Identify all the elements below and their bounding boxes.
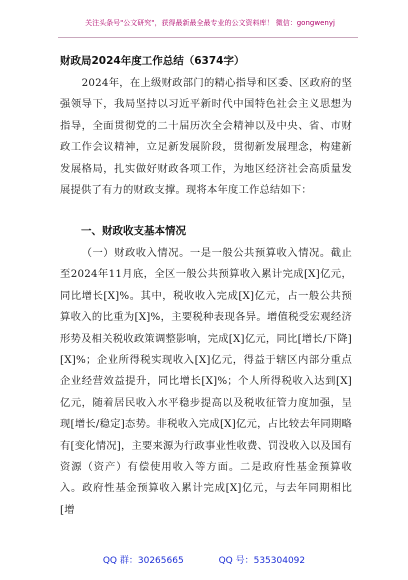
- document-title: 财政局2024年度工作总结（6374字）: [60, 55, 245, 67]
- footer-qq-group: QQ 群：30265665: [102, 556, 184, 566]
- header-banner: 关注头条号"公文研究"，获得最新最全最专业的公文资料库！ 微信：gongwenyj: [85, 19, 335, 27]
- footer: [0, 553, 408, 566]
- header-divider: [58, 37, 358, 38]
- intro-paragraph: 2024年，在上级财政部门的精心指导和区委、区政府的坚强领导下，我局坚持以习近平新时代中国特色社会主义思想为指导，全面贯彻党的二十届历次全会精神以及中央、省、市财政工作会议精神，立足新发展阶段，贯彻新发展理念，构建新发展格局，扎实做好财政各项工作，为地区经济社会高质量发展提供了有力的财政支撑。现将本年度工作总结如下：: [60, 77, 352, 197]
- revenue-paragraph: （一）财政收入情况。一是一般公共预算收入情况。截止至2024年11月底，全区一般公共预算收入累计完成[X]亿元，同比增长[X]%。其中，税收收入完成[X]亿元，占一般公共预算收入的比重为[X]%，主要税种表现各异。增值税受宏观经济形势及相关税收政策调整影响，完成[X]亿元，同比[增长/下降][X]%；企业所得税实现收入[X]亿元，得益于辖区内部分重点企业经营效益提升，同比增长[X]%；个人所得税收入达到[X]亿元，随着居民收入水平稳步提高以及税收征管力度加强，呈现[增长/稳定]态势。非税收入完成[X]亿元，占比较去年同期略有[变化情况]，主要来源为行政事业性收费、罚没收入以及国有资源（资产）有偿使用收入等方面。二是政府性基金预算收入。政府性基金预算收入累计完成[X]亿元，与去年同期相比[增: [60, 247, 352, 516]
- section-heading: 一、财政收支基本情况: [81, 225, 186, 237]
- footer-qq-number: QQ 号：535304092: [218, 556, 306, 566]
